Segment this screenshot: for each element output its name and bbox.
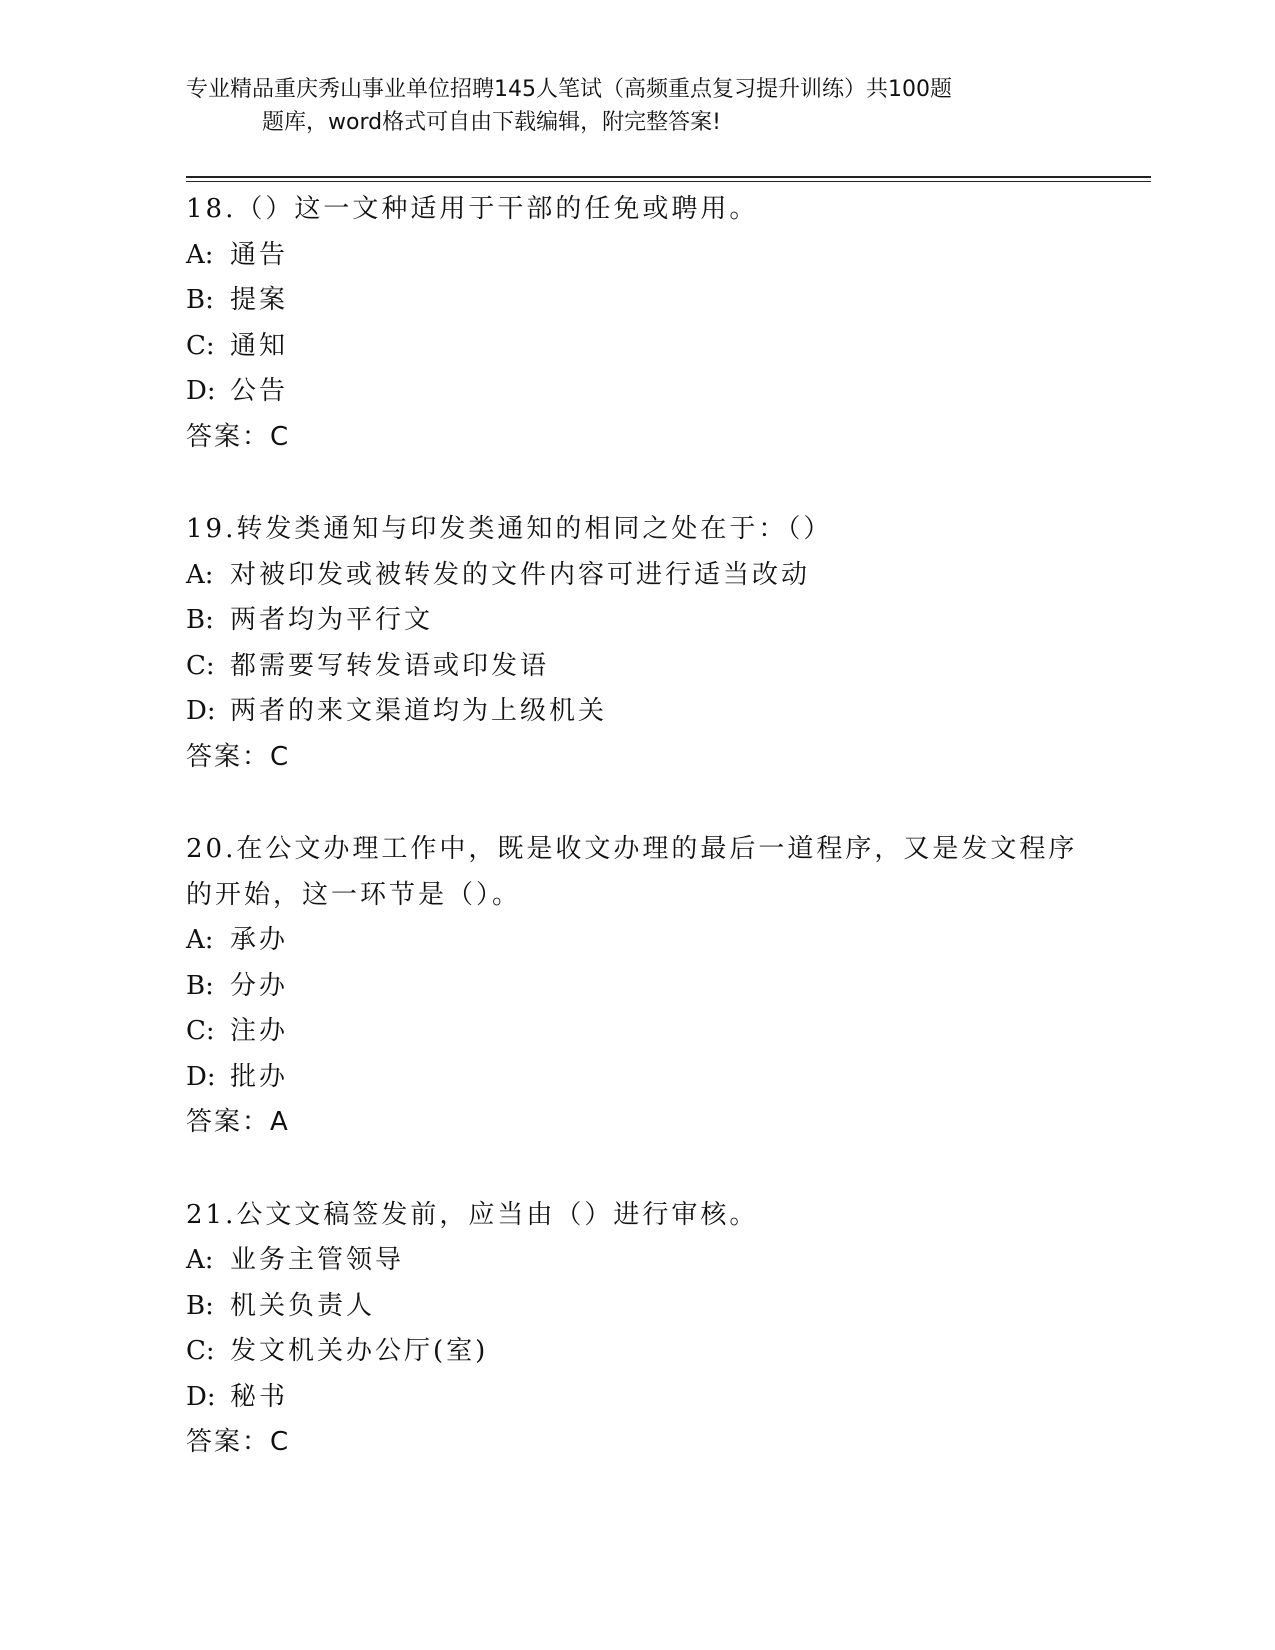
- question-18: [186, 187, 1086, 460]
- question-text: 19.转发类通知与印发类通知的相同之处在于：（）: [186, 514, 833, 544]
- question-list: [186, 187, 1086, 1466]
- question-19: [186, 507, 1086, 780]
- option-text: 通告: [230, 239, 289, 270]
- answer-line: 答案：A: [186, 1107, 290, 1137]
- option-text: 两者均为平行文: [230, 605, 434, 635]
- option-letter: C:: [186, 1016, 215, 1046]
- question-20: [186, 827, 1086, 1146]
- option-a: [186, 233, 1086, 279]
- option-b: [186, 964, 1086, 1010]
- question-text: 18.（）这一文种适用于干部的任免或聘用。: [186, 194, 759, 224]
- option-letter: B:: [186, 1290, 214, 1321]
- option-d: [186, 689, 1086, 735]
- option-a: [186, 1238, 1086, 1284]
- answer-line: 答案：C: [186, 1427, 291, 1457]
- option-letter: A:: [186, 925, 214, 955]
- option-letter: D:: [186, 696, 216, 726]
- option-text: 公告: [230, 376, 289, 406]
- option-letter: C:: [186, 330, 215, 361]
- option-text: 业务主管领导: [230, 1245, 405, 1275]
- option-d: [186, 1375, 1086, 1421]
- option-c: [186, 644, 1086, 690]
- answer-line: 答案：C: [186, 421, 291, 452]
- option-letter: A:: [186, 559, 214, 590]
- question-text: 20.在公文办理工作中，既是收文办理的最后一道程序，又是发文程序的开始，这一环节是（）。: [186, 834, 1078, 910]
- option-letter: D:: [186, 1061, 216, 1092]
- option-text: 通知: [230, 330, 289, 361]
- option-text: 批办: [230, 1061, 289, 1092]
- option-letter: C:: [186, 1336, 215, 1366]
- option-letter: A:: [186, 239, 214, 270]
- option-letter: A:: [186, 1245, 214, 1275]
- answer-line: 答案：C: [186, 741, 291, 772]
- option-text: 两者的来文渠道均为上级机关: [230, 696, 608, 726]
- option-text: 发文机关办公厅(室): [230, 1336, 489, 1366]
- option-c: [186, 324, 1086, 370]
- option-letter: B:: [186, 970, 214, 1001]
- question-text: 21.公文文稿签发前，应当由（）进行审核。: [186, 1199, 759, 1230]
- question-21: [186, 1193, 1086, 1466]
- option-c: [186, 1009, 1086, 1055]
- option-letter: B:: [186, 605, 214, 635]
- option-text: 分办: [230, 970, 289, 1001]
- option-text: 对被印发或被转发的文件内容可进行适当改动: [230, 559, 811, 590]
- header-title-line1: 专业精品重庆秀山事业单位招聘145人笔试（高频重点复习提升训练）共100题: [186, 77, 952, 102]
- option-a: [186, 918, 1086, 964]
- header-divider-thin: [186, 181, 1151, 182]
- option-d: [186, 369, 1086, 415]
- option-text: 注办: [230, 1016, 289, 1046]
- option-text: 秘书: [230, 1381, 289, 1412]
- option-letter: D:: [186, 376, 216, 406]
- option-b: [186, 278, 1086, 324]
- option-text: 机关负责人: [230, 1290, 376, 1321]
- option-letter: C:: [186, 650, 215, 681]
- option-text: 提案: [230, 285, 289, 315]
- header-title-line2: 题库，word格式可自由下载编辑，附完整答案!: [262, 110, 721, 135]
- option-b: [186, 1284, 1086, 1330]
- header-divider-thick: [186, 176, 1151, 178]
- option-text: 都需要写转发语或印发语: [230, 650, 550, 681]
- option-letter: D:: [186, 1381, 216, 1412]
- option-text: 承办: [230, 925, 289, 955]
- option-a: [186, 553, 1086, 599]
- option-letter: B:: [186, 285, 214, 315]
- option-b: [186, 598, 1086, 644]
- document-header: [186, 73, 1066, 139]
- option-d: [186, 1055, 1086, 1101]
- option-c: [186, 1329, 1086, 1375]
